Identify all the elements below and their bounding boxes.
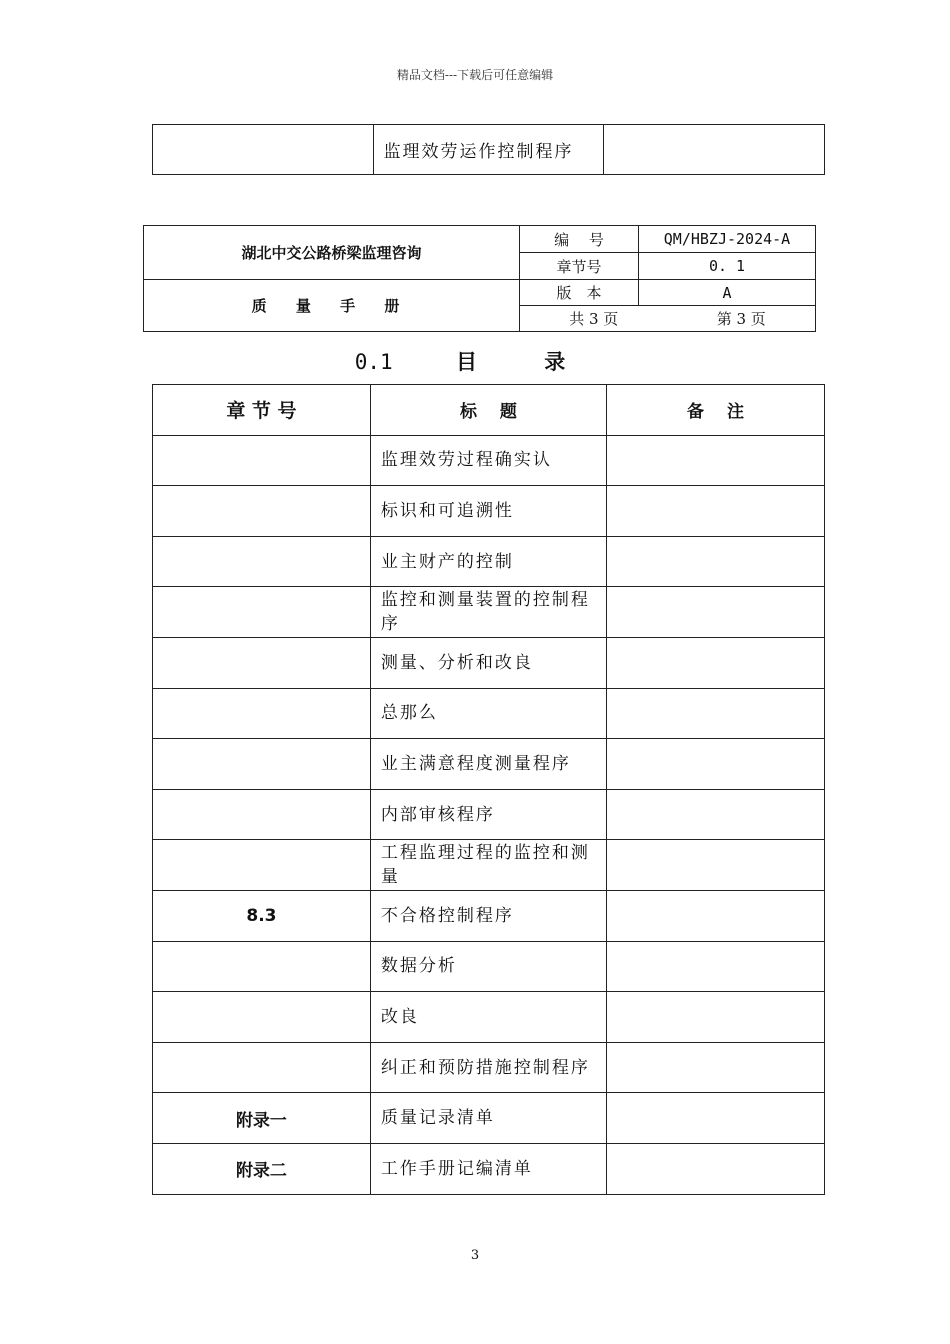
page-number: 3 xyxy=(470,1248,480,1263)
toc-chapter-cell xyxy=(153,435,371,486)
toc-title-cell: 纠正和预防措施控制程序 xyxy=(370,1042,606,1093)
toc-chapter-cell xyxy=(153,941,371,992)
toc-note-cell xyxy=(607,536,825,587)
toc-chapter-cell xyxy=(153,789,371,840)
watermark-text: 精品文档---下载后可任意编辑 xyxy=(396,68,554,82)
toc-note-cell xyxy=(607,486,825,537)
document-header-table xyxy=(143,225,816,332)
field-value-code: QM/HBZJ-2024-A xyxy=(639,226,816,253)
toc-row xyxy=(153,637,825,688)
toc-body xyxy=(153,435,825,1194)
toc-title-cell: 测量、分析和改良 xyxy=(370,637,606,688)
toc-row xyxy=(153,435,825,486)
toc-title-cell: 业主财产的控制 xyxy=(370,536,606,587)
section-number: 0.1 xyxy=(354,350,393,374)
toc-title-cell: 总那么 xyxy=(370,688,606,739)
toc-row xyxy=(153,536,825,587)
toc-note-cell xyxy=(607,941,825,992)
toc-header-chapter: 章 节 号 xyxy=(153,385,371,436)
toc-row xyxy=(153,840,825,891)
toc-chapter-cell xyxy=(153,992,371,1043)
page-current: 第 3 页 xyxy=(716,310,766,328)
toc-row xyxy=(153,688,825,739)
toc-title-cell: 监控和测量装置的控制程序 xyxy=(370,587,606,638)
toc-title-cell: 内部审核程序 xyxy=(370,789,606,840)
toc-chapter-cell: 8.3 xyxy=(153,890,371,941)
toc-chapter-cell xyxy=(153,536,371,587)
toc-note-cell xyxy=(607,890,825,941)
toc-row xyxy=(153,1143,825,1194)
toc-note-cell xyxy=(607,1143,825,1194)
toc-table xyxy=(152,384,825,1195)
toc-chapter-cell xyxy=(153,739,371,790)
toc-row xyxy=(153,739,825,790)
toc-row xyxy=(153,1093,825,1144)
toc-title-cell: 工程监理过程的监控和测量 xyxy=(370,840,606,891)
toc-row xyxy=(153,992,825,1043)
toc-title-cell: 监理效劳过程确实认 xyxy=(370,435,606,486)
toc-header-note: 备 注 xyxy=(607,385,825,436)
toc-header-row xyxy=(153,385,825,436)
toc-note-cell xyxy=(607,739,825,790)
toc-note-cell xyxy=(607,688,825,739)
toc-title-cell: 质量记录清单 xyxy=(370,1093,606,1144)
previous-page-fragment-table xyxy=(152,124,825,175)
toc-note-cell xyxy=(607,587,825,638)
field-value-chapter: 0. 1 xyxy=(639,253,816,280)
manual-title: 质 量 手 册 xyxy=(144,280,520,332)
toc-chapter-cell xyxy=(153,1042,371,1093)
toc-row xyxy=(153,486,825,537)
toc-chapter-cell xyxy=(153,840,371,891)
fragment-title-cell: 监理效劳运作控制程序 xyxy=(373,125,604,175)
toc-row xyxy=(153,941,825,992)
fragment-chapter-cell xyxy=(153,125,374,175)
toc-row xyxy=(153,789,825,840)
toc-chapter-cell xyxy=(153,486,371,537)
fragment-note-cell xyxy=(604,125,825,175)
section-heading xyxy=(0,346,950,376)
toc-note-cell xyxy=(607,1093,825,1144)
section-title: 目 录 xyxy=(455,349,596,374)
toc-note-cell xyxy=(607,435,825,486)
toc-note-cell xyxy=(607,789,825,840)
field-label-code: 编 号 xyxy=(520,226,639,253)
toc-title-cell: 业主满意程度测量程序 xyxy=(370,739,606,790)
field-label-version: 版 本 xyxy=(520,280,639,306)
toc-chapter-cell xyxy=(153,587,371,638)
page-count-cell xyxy=(520,306,816,332)
toc-chapter-cell xyxy=(153,688,371,739)
toc-note-cell xyxy=(607,637,825,688)
toc-title-cell: 改良 xyxy=(370,992,606,1043)
toc-chapter-cell xyxy=(153,637,371,688)
toc-title-cell: 数据分析 xyxy=(370,941,606,992)
toc-note-cell xyxy=(607,1042,825,1093)
company-name: 湖北中交公路桥梁监理咨询 xyxy=(144,226,520,280)
toc-title-cell: 标识和可追溯性 xyxy=(370,486,606,537)
toc-note-cell xyxy=(607,992,825,1043)
toc-title-cell: 工作手册记编清单 xyxy=(370,1143,606,1194)
toc-row xyxy=(153,587,825,638)
toc-note-cell xyxy=(607,840,825,891)
toc-header-title: 标 题 xyxy=(370,385,606,436)
toc-chapter-cell: 附录二 xyxy=(153,1143,371,1194)
field-value-version: A xyxy=(639,280,816,306)
toc-chapter-cell: 附录一 xyxy=(153,1093,371,1144)
field-label-chapter: 章节号 xyxy=(520,253,639,280)
toc-title-cell: 不合格控制程序 xyxy=(370,890,606,941)
toc-row xyxy=(153,1042,825,1093)
toc-row xyxy=(153,890,825,941)
pages-total: 共 3 页 xyxy=(569,310,619,328)
